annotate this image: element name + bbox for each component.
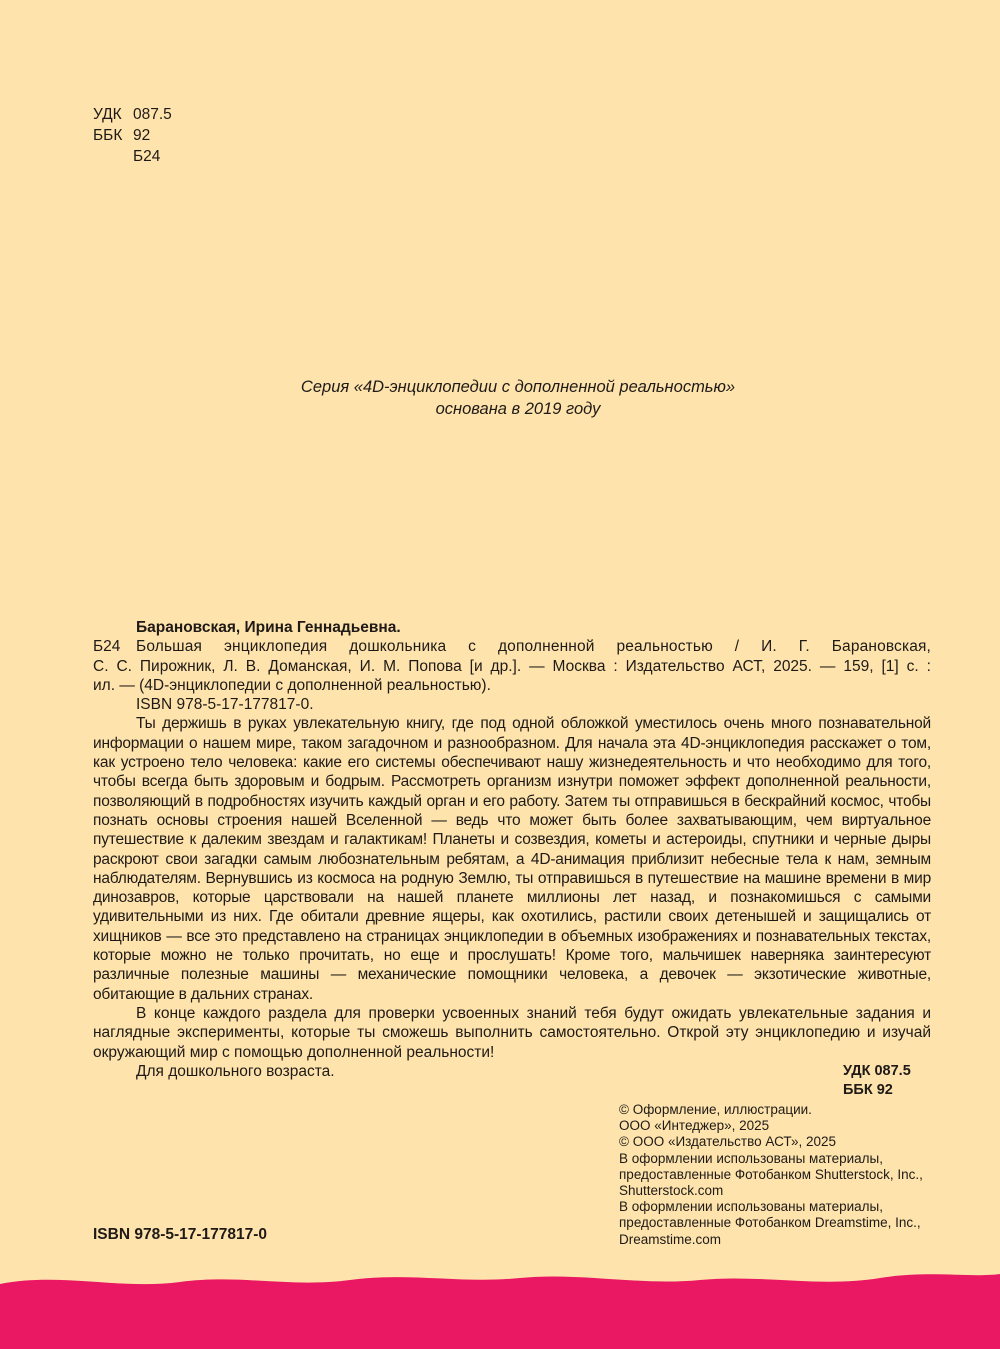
classification-block — [93, 104, 172, 167]
age-rating: Для дошкольного возраста. — [136, 1062, 335, 1080]
pink-wave-band — [0, 1270, 1000, 1349]
author-code: Б24 — [133, 148, 161, 165]
series-line-2: основана в 2019 году — [435, 400, 601, 418]
bbk-label: ББК — [93, 127, 123, 144]
record-code: Б24 — [93, 638, 121, 655]
udk-value: 087.5 — [133, 106, 172, 123]
record-title-line-2: С. С. Пирожник, Л. В. Доманская, И. М. Попова [и др.]. — Москва : Издательство АСТ, 2025. — 159, [1] с. : — [93, 657, 931, 675]
copyright-line: предоставленные Фотобанком Shutterstock, Inc., — [619, 1166, 923, 1182]
copyright-line: В оформлении использованы материалы, — [619, 1199, 883, 1215]
wave-shape — [0, 1274, 1000, 1349]
annotation-paragraph-1: Ты держишь в руках увлекательную книгу, где под одной обложкой уместилось очень много познавательной информации о нашем мире, таком загадочном и разнообразном. Для начала эта 4D-энциклопедия расскажет о том, как устроено тело человека: какие его системы обеспечивают нашу жизнедеятельность и что необходимо для того, чтобы всегда быть здоровым и бодрым. Рассмотреть организм изнутри поможет эффект дополненной реальности, позволяющий в подробностях изучить каждый орган и его работу. Затем ты отправишься в бескрайний космос, чтобы познать основы строения нашей Вселенной — ведь что может быть более захватывающим, чем виртуальное путешествие к далеким звездам и галактикам! Планеты и созвездия, кометы и астероиды, спутники и черные дыры раскроют свои загадки самым любознательным ребятам, а 4D-анимация приблизит небесные тела к нам, земным наблюдателям. Вернувшись из космоса на родную Землю, ты отправишься в путешествие на машине времени в мир динозавров, которые царствовали на нашей планете миллионы лет назад, и познакомишься с самыми удивительными из них. Где обитали древние ящеры, как охотились, растили своих детенышей и защищались от хищников — все это представлено на страницах энциклопедии в объемных изображениях и познавательных текстах, которые можно не только прочитать, но еще и прослушать! Кроме того, мальчишек наверняка заинтересуют различные полезные машины — механические помощники человека, а девочек — экзотические животные, обитающие в дальних странах. — [93, 715, 931, 1003]
record-title-line-1: Большая энциклопедия дошкольника с дополненной реальностью / И. Г. Барановская, — [136, 638, 931, 656]
annotation-paragraph-2: В конце каждого раздела для проверки усвоенных знаний тебя будут ожидать увлекательные задания и наглядные эксперименты, которые ты сможешь выполнить самостоятельно. Открой эту энциклопедию и изучай окружающий мир с помощью дополненной реальности! — [93, 1004, 931, 1061]
bibliographic-record — [93, 618, 931, 1081]
bbk-row — [93, 125, 172, 146]
isbn-footer: ISBN 978-5-17-177817-0 — [93, 1226, 268, 1243]
copyright-line: © ООО «Издательство АСТ», 2025 — [619, 1134, 837, 1150]
copyright-line: предоставленные Фотобанком Dreamstime, Inc., — [619, 1215, 921, 1231]
footer-classification — [843, 1062, 911, 1100]
series-line-1: Серия «4D-энциклопедии с дополненной реальностью» — [300, 378, 736, 396]
copyright-line: В оформлении использованы материалы, — [619, 1150, 883, 1166]
udk-label: УДК — [93, 106, 122, 123]
record-author: Барановская, Ирина Геннадьевна. — [136, 619, 401, 636]
footer-udk: УДК 087.5 — [843, 1063, 911, 1079]
copyright-block — [619, 1102, 949, 1248]
record-title-line-3: ил. — (4D-энциклопедии с дополненной реальностью). — [93, 676, 491, 694]
copyright-line: Shutterstock.com — [619, 1183, 724, 1199]
bbk-value: 92 — [133, 127, 151, 144]
record-isbn: ISBN 978-5-17-177817-0. — [136, 696, 314, 714]
udk-row — [93, 104, 172, 125]
copyright-line: © Оформление, иллюстрации. — [619, 1102, 812, 1117]
series-note — [0, 376, 1000, 420]
footer-bbk: ББК 92 — [843, 1082, 893, 1098]
author-code-row — [93, 146, 172, 167]
copyright-line: Dreamstime.com — [619, 1231, 722, 1247]
copyright-line: ООО «Интеджер», 2025 — [619, 1118, 770, 1134]
